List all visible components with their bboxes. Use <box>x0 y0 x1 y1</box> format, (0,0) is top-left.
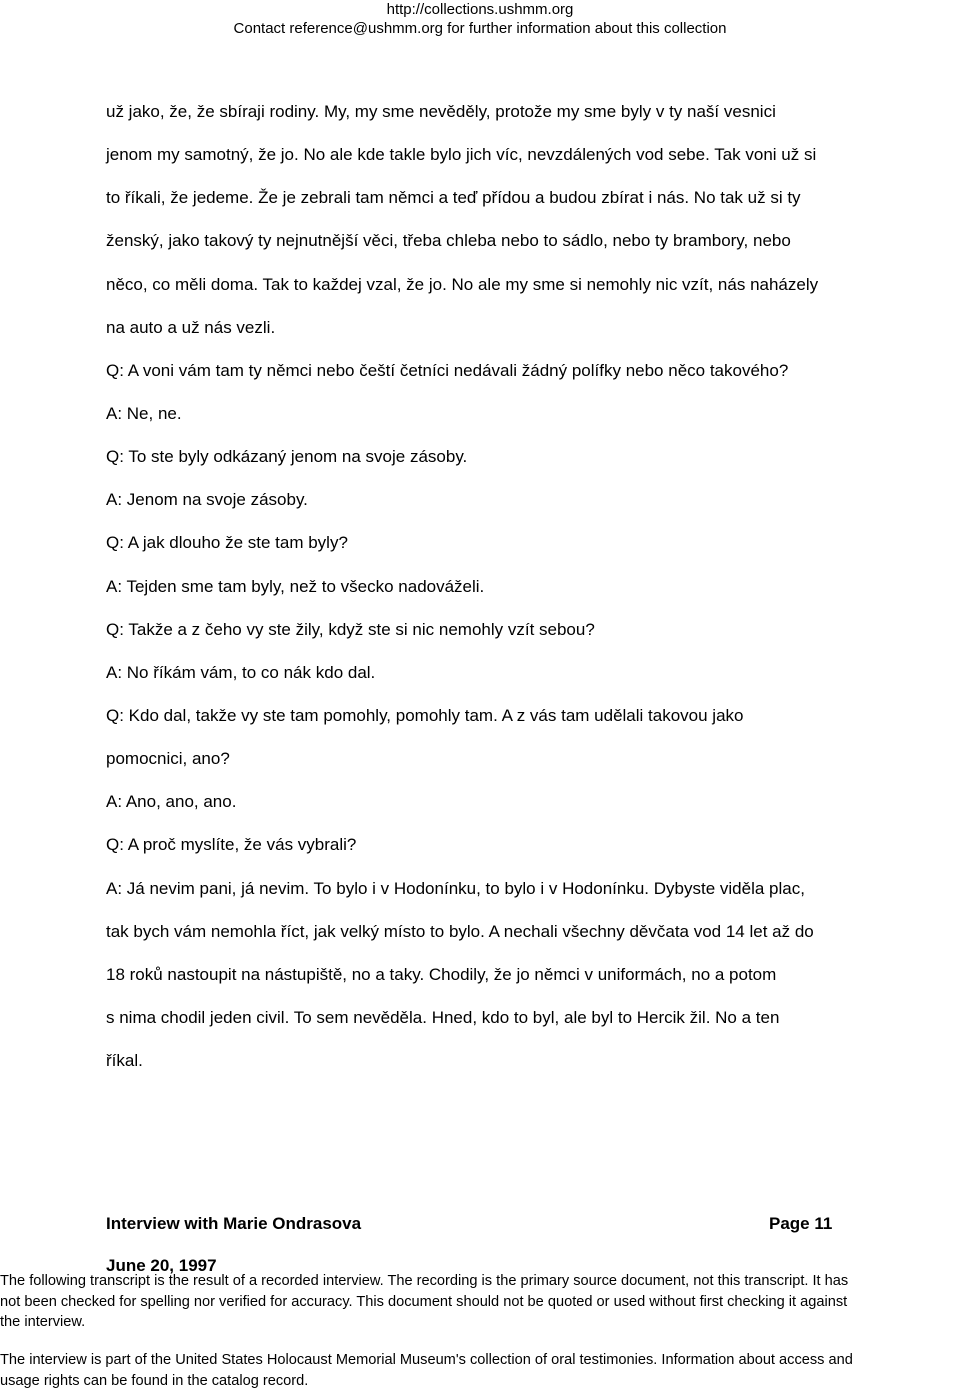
transcript-line: Q: A jak dlouho že ste tam byly? <box>106 533 348 553</box>
collection-notice <box>0 1350 960 1391</box>
transcript-line: A: Já nevim pani, já nevim. To bylo i v Hodonínku, to bylo i v Hodonínku. Dybyste viděla plac, <box>106 878 805 898</box>
transcript-line: tak bych vám nemohla říct, jak velký místo to bylo. A nechali všechny děvčata vod 14 let až do <box>106 921 814 941</box>
transcript-disclaimer <box>0 1271 960 1333</box>
transcript-line: na auto a už nás vezli. <box>106 317 276 337</box>
disclaimer-line: not been checked for spelling nor verified for accuracy. This document should not be quoted or used without first checking it against <box>0 1293 848 1310</box>
notice-line: usage rights can be found in the catalog record. <box>0 1372 309 1389</box>
transcript-line: A: Ano, ano, ano. <box>106 792 237 812</box>
page-number: Page 11 <box>769 1214 833 1233</box>
transcript-line: pomocnici, ano? <box>106 749 230 769</box>
transcript-line: A: Ne, ne. <box>106 403 182 423</box>
transcript-line: Q: Kdo dal, takže vy ste tam pomohly, pomohly tam. A z vás tam udělali takovou jako <box>106 705 744 725</box>
disclaimer-line: The following transcript is the result of a recorded interview. The recording is the primary source document, not this transcript. It has <box>0 1273 849 1289</box>
collection-url: http://collections.ushmm.org <box>386 1 574 18</box>
transcript-line: Q: A proč myslíte, že vás vybrali? <box>106 835 357 855</box>
transcript-line: něco, co měli doma. Tak to každej vzal, že jo. No ale my sme si nemohly nic vzít, nás naházely <box>106 274 819 294</box>
transcript-line: A: Tejden sme tam byly, než to všecko nadováželi. <box>106 576 485 596</box>
interview-date: June 20, 1997 <box>106 1256 217 1275</box>
transcript-line: to říkali, že jedeme. Že je zebrali tam němci a teď přídou a budou zbírat i nás. No tak už si ty <box>106 188 801 208</box>
transcript-line: už jako, že, že sbíraji rodiny. My, my sme nevěděly, protože my sme byly v ty naší vesnici <box>106 102 776 121</box>
interview-title: Interview with Marie Ondrasova <box>106 1214 362 1233</box>
transcript-body <box>106 90 896 1082</box>
transcript-line: Q: To ste byly odkázaný jenom na svoje zásoby. <box>106 447 468 467</box>
notice-line: The interview is part of the United States Holocaust Memorial Museum's collection of oral testimonies. Information about access and <box>0 1352 853 1368</box>
contact-line: Contact reference@ushmm.org for further information about this collection <box>233 20 727 37</box>
transcript-line: A: Jenom na svoje zásoby. <box>106 490 308 510</box>
disclaimer-line: the interview. <box>0 1314 86 1330</box>
transcript-line: Q: A voni vám tam ty němci nebo čeští četníci nedávali žádný polífky nebo něco takového? <box>106 360 789 380</box>
transcript-line: 18 roků nastoupit na nástupiště, no a taky. Chodily, že jo němci v uniformách, no a potom <box>106 964 777 984</box>
transcript-line: ženský, jako takový ty nejnutnější věci, třeba chleba nebo to sádlo, nebo ty brambory, nebo <box>106 231 791 251</box>
transcript-line: A: No říkám vám, to co nák kdo dal. <box>106 662 376 682</box>
transcript-line: říkal. <box>106 1051 143 1071</box>
transcript-line: jenom my samotný, že jo. No ale kde takle bylo jich víc, nevzdálených vod sebe. Tak voni už si <box>106 145 817 165</box>
transcript-line: Q: Takže a z čeho vy ste žily, když ste si nic nemohly vzít sebou? <box>106 619 595 639</box>
transcript-line: s nima chodil jeden civil. To sem nevěděla. Hned, kdo to byl, ale byl to Hercik žil. No a ten <box>106 1007 780 1027</box>
